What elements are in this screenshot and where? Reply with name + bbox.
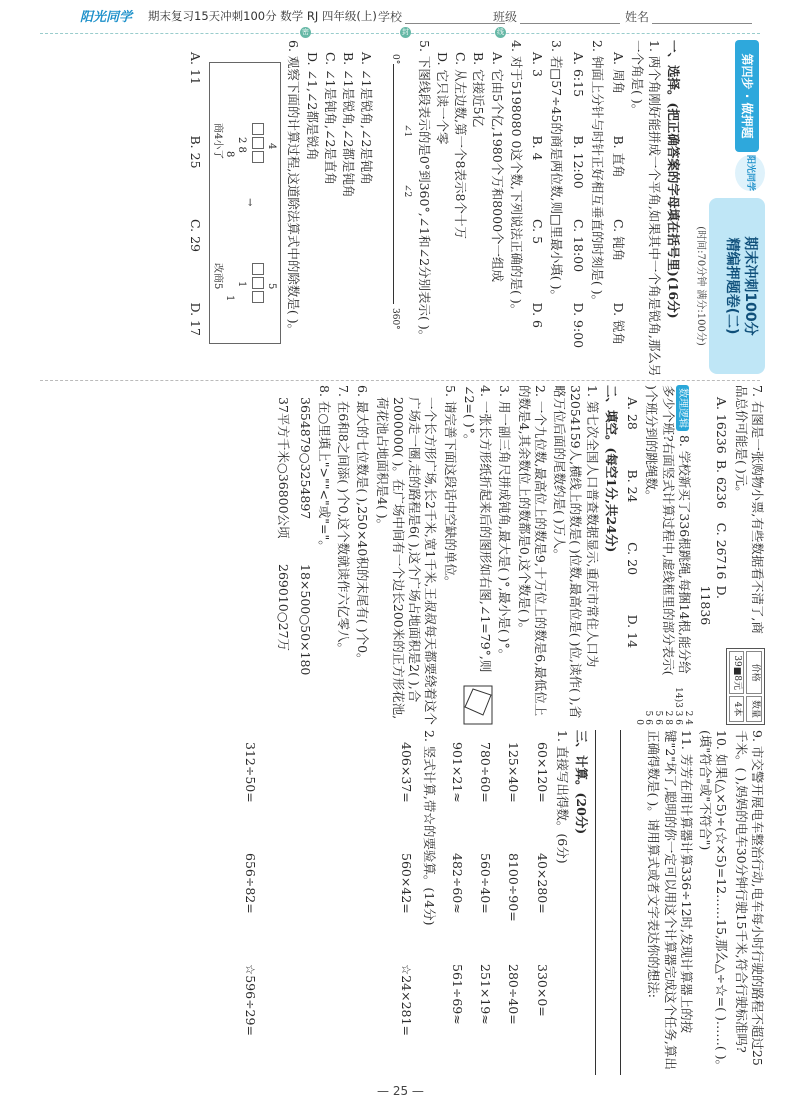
remainder-digit: 8 — [224, 151, 236, 158]
calc-item: 780÷60= — [478, 742, 494, 803]
options — [434, 40, 505, 380]
option: B. 4 — [530, 135, 546, 161]
option: C. 20 — [625, 542, 641, 576]
options — [624, 397, 640, 681]
calc-item: 560÷40= — [478, 853, 494, 914]
receipt-header: 数量 — [746, 696, 762, 722]
column-2 — [45, 385, 765, 725]
question: 2. 一个九位数,最高位上的数是9,十万位上的数是6,最低位上的数是4,其余数位上的数都是0,这个数是( )。 — [516, 385, 548, 717]
division-line: 5 6 — [643, 710, 654, 725]
question: 7. 在6和8之间添( )个0,这个数就读作六亿零八。 — [336, 385, 352, 655]
division-line: 0 — [633, 719, 644, 725]
calc-row — [477, 742, 493, 1075]
compare-item: 3654879○3254897 — [297, 397, 313, 520]
blank-cell — [252, 151, 264, 163]
question: 5. 下图线段表示的是0°到360°,∠1和∠2分别表示( )。 — [416, 40, 432, 343]
long-division-figure — [633, 687, 692, 725]
question: 8. 在○里填上">""<"或"="。 — [317, 385, 332, 553]
title-line2: 精编押题卷(二) — [723, 237, 740, 335]
option: B. 25 — [188, 135, 204, 169]
question-text: 4. 一张长方形纸折起来后的图形如右图,∠1=79°,则∠2=( )°。 — [462, 385, 494, 673]
folded-paper-figure — [463, 685, 493, 725]
option: D. 9:00 — [570, 302, 586, 349]
calc-item: 656÷82= — [243, 853, 259, 914]
option: B. 直角 — [611, 135, 627, 178]
question: 2. 钟面上分针与时针正好相互垂直的时刻是( )。 — [590, 40, 605, 308]
division-line: 2 4 — [683, 710, 693, 725]
quotient-digit: 5 — [266, 283, 278, 290]
division-line: 14)3 3 6 — [673, 687, 684, 725]
option: B. 12:00 — [570, 135, 586, 189]
column-1 — [45, 40, 765, 380]
page-header — [0, 0, 800, 30]
option: C. ∠1是钝角,∠2是直角 — [323, 52, 338, 185]
blank-cell — [252, 291, 264, 303]
ruler-start-label: 0° — [390, 54, 401, 65]
question: 6. 最大的七位数是( ),250×40积的末尾有( )个0。 — [355, 385, 371, 666]
calc-item: 560×42= — [399, 853, 415, 914]
calc-item: 60×120= — [534, 742, 550, 803]
title-line1: 期末冲刺100分 — [742, 236, 758, 336]
calc-item: 312÷50= — [243, 742, 259, 803]
options — [304, 40, 375, 380]
option: C. 从左边数,第一个8表示8个十万 — [453, 52, 469, 239]
options — [529, 52, 545, 380]
vertical-calc-row — [265, 742, 415, 1075]
answer-line[interactable] — [595, 730, 610, 1075]
option: B. 它接近5亿 — [471, 52, 487, 128]
question: 9. 市交警开展电车整治行动,电车每小时行驶的路程不超过25千米。( ),妈妈的电车30分钟行驶15千米,符合行驶标准吗? — [733, 730, 765, 1066]
question-body: 一个长方形广场,长2千米,宽1千米,王叔叔每天都要绕着这个广场走一圈,走的路程是6( ),这个广场占地面积是2( ),合2000000( )。在广场中间有一个边长200米的正方形花池,荷花池占地面积是4( )。 — [374, 397, 439, 725]
page-number: — 25 — — [377, 1084, 424, 1098]
option: C. 29 — [188, 219, 204, 252]
question: 2. 竖式计算,带☆的要验算。(14分) — [421, 730, 437, 926]
school-field — [405, 23, 505, 24]
option: A. 3 — [530, 52, 546, 77]
option: D. ∠1,∠2都是锐角 — [304, 52, 320, 161]
title-box — [709, 198, 765, 374]
vertical-calc-row — [109, 742, 259, 1075]
receipt-header: 价格 — [746, 651, 762, 694]
calc-item: 330×0= — [534, 964, 550, 1017]
logic-badge: 数理逻辑 — [676, 385, 689, 431]
question: 7. 右图是一张购物小票,有些数据看不清了,商品总价可能是( )元。 — [733, 385, 765, 634]
question: 10. 如果(△×5)÷(☆×5)=12……15,那么△÷☆=( )……( )。(填"符合"或"不符合") — [698, 730, 730, 1073]
compare-row — [297, 397, 313, 725]
step-banner: 第四步 · 做押题 — [735, 40, 759, 152]
blank-cell — [252, 137, 264, 149]
option: A. 周角 — [611, 52, 627, 94]
question: 4. 对于5198080 0这个数,下列说法正确的是( )。 — [509, 40, 524, 317]
calc-item: 482÷60≈ — [450, 853, 465, 914]
class-field — [520, 23, 620, 24]
product-digits: 1 — [236, 281, 248, 288]
option: C. 26716 — [714, 522, 730, 580]
options — [187, 52, 203, 380]
seal-mark: 封 — [402, 28, 409, 36]
remainder-digit: 1 — [224, 295, 236, 302]
question — [643, 385, 692, 725]
question: 6. 观察下面的计算过程,这道除法算式中的除数是( )。 — [286, 40, 302, 337]
division-line: 2 8 — [663, 710, 674, 725]
division-figure — [209, 62, 281, 344]
ruler-end-label: 360° — [390, 308, 401, 330]
option: D. 11836 — [698, 585, 730, 626]
options — [570, 52, 586, 380]
question: 1. 直接写出得数。(6分) — [555, 730, 570, 864]
calc-item: 40×280= — [534, 853, 550, 914]
calc-item: 406×37= — [399, 742, 415, 803]
option: A. 6:15 — [570, 52, 586, 98]
division-line: 5 6 — [653, 710, 664, 725]
title-block — [687, 40, 765, 380]
option: C. 18:00 — [570, 219, 586, 273]
calc-row — [449, 742, 465, 1075]
question: 1. 第七次全国人口普查数据显示,重庆市常住人口为32054159人,横线上的数是( )位数,最高位是( )位,读作( ),省略万位后面的尾数约是( )万人。 — [552, 385, 600, 719]
option: D. 6 — [530, 302, 546, 328]
option: B. 6236 — [714, 459, 730, 509]
compare-item: 37平方千米○36800公顷 — [276, 397, 292, 539]
blank-cell — [252, 277, 264, 289]
option: A. 11 — [188, 52, 204, 85]
question: 3. 若□57÷45的商是两位数,则□里最小填( )。 — [549, 40, 565, 303]
calc-item: 125×40= — [506, 742, 522, 803]
question-text: 8. 学校新买了336根跳绳,每捆14根,能分给多少个班?右面竖式计算过程中,虚线框里的部分表示( )个班分到的跳绳数。 — [644, 385, 692, 676]
receipt-table — [726, 648, 765, 725]
class-label: 班级 — [493, 10, 518, 24]
brand-logo: 阳光同学 — [80, 10, 133, 25]
option: A. 它由5个亿,1980个万和8000个一组成 — [489, 52, 505, 283]
product-digits: 2 8 — [236, 137, 248, 153]
sun-logo: 阳光同学 — [735, 155, 765, 191]
header-title: 期末复习15天冲刺100分 数学 RJ 四年级(上) — [148, 9, 377, 23]
option: A. 16236 — [714, 397, 730, 454]
compare-item: 18×500○50×180 — [297, 564, 313, 676]
option: D. 锐角 — [611, 302, 627, 346]
ruler-line — [394, 64, 395, 304]
option: A. ∠1是锐角,∠2是钝角 — [359, 52, 375, 185]
exam-body — [45, 40, 765, 1080]
note-left: 商4小了 — [212, 123, 224, 160]
name-field — [652, 23, 752, 24]
calc-item: 280÷40= — [506, 964, 522, 1025]
angle2-label: ∠2 — [402, 184, 413, 198]
section-heading: 三、计算。(20分) — [574, 730, 590, 835]
arrow-icon: → — [244, 198, 256, 207]
angle-ruler — [379, 54, 413, 380]
calc-row — [505, 742, 521, 1075]
calc-item: ☆596÷29= — [243, 964, 259, 1036]
blank-cell — [252, 123, 264, 135]
question: 5. 请完善下面这段话中空缺的单位。 — [442, 385, 458, 589]
compare-item: 269010○27万 — [276, 564, 292, 652]
option: C. 钝角 — [611, 219, 627, 262]
option: A. 28 — [625, 397, 641, 430]
option: D. 17 — [188, 302, 204, 336]
blank-cell — [252, 263, 264, 275]
options — [697, 397, 730, 642]
seal-mark: 线 — [497, 28, 504, 36]
option: D. 它只读一个零 — [435, 52, 450, 145]
option: B. ∠1是锐角,∠2都是钝角 — [341, 52, 357, 198]
question: 3. 用一副三角尺拼成钝角,最大是( )°,最小是( )°。 — [497, 385, 513, 662]
question — [461, 385, 494, 725]
time-note: (时间:70分钟 满分:100分) — [695, 226, 706, 346]
calc-item: 8100÷90= — [506, 853, 522, 922]
receipt-cell: 39■8元 — [729, 651, 745, 694]
column-3 — [45, 730, 765, 1075]
name-label: 姓名 — [625, 10, 650, 24]
note-right: 改商5 — [212, 263, 224, 290]
calc-row — [534, 742, 550, 1075]
section-heading: 二、填空。(每空1分,共24分) — [604, 385, 619, 553]
school-label: 学校 — [378, 10, 403, 24]
option: B. 24 — [625, 469, 641, 503]
calc-item: 251×19≈ — [478, 964, 494, 1025]
option: C. 5 — [530, 219, 546, 245]
seal-mark: 密 — [302, 28, 309, 36]
question: 11. 芳芳在用计算器计算336÷12时,发现计算器上的按键"2"坏了,聪明的你一定可以用这个计算器完成这个任务,算出正确得数是( )。请用算式或者文字表达你的想法: — [646, 730, 694, 1070]
calc-item: ☆24×281= — [399, 964, 415, 1036]
question: 1. 两个角刚好能拼成一个平角,如果其中一个角是锐角,那么另一个角是( )。 — [630, 40, 662, 377]
answer-line[interactable] — [620, 730, 635, 1075]
section-heading: 一、选择。(把正确答案的字母填在括号里)(16分) — [666, 40, 681, 319]
calc-item: 901×21≈ — [450, 742, 465, 803]
option: D. 14 — [625, 614, 641, 649]
calc-item: 561÷69≈ — [450, 964, 465, 1025]
options — [610, 52, 626, 380]
quotient-digit: 4 — [266, 143, 278, 150]
receipt-cell: 4本 — [729, 696, 745, 722]
compare-row — [275, 397, 291, 725]
angle1-label: ∠1 — [402, 124, 413, 138]
